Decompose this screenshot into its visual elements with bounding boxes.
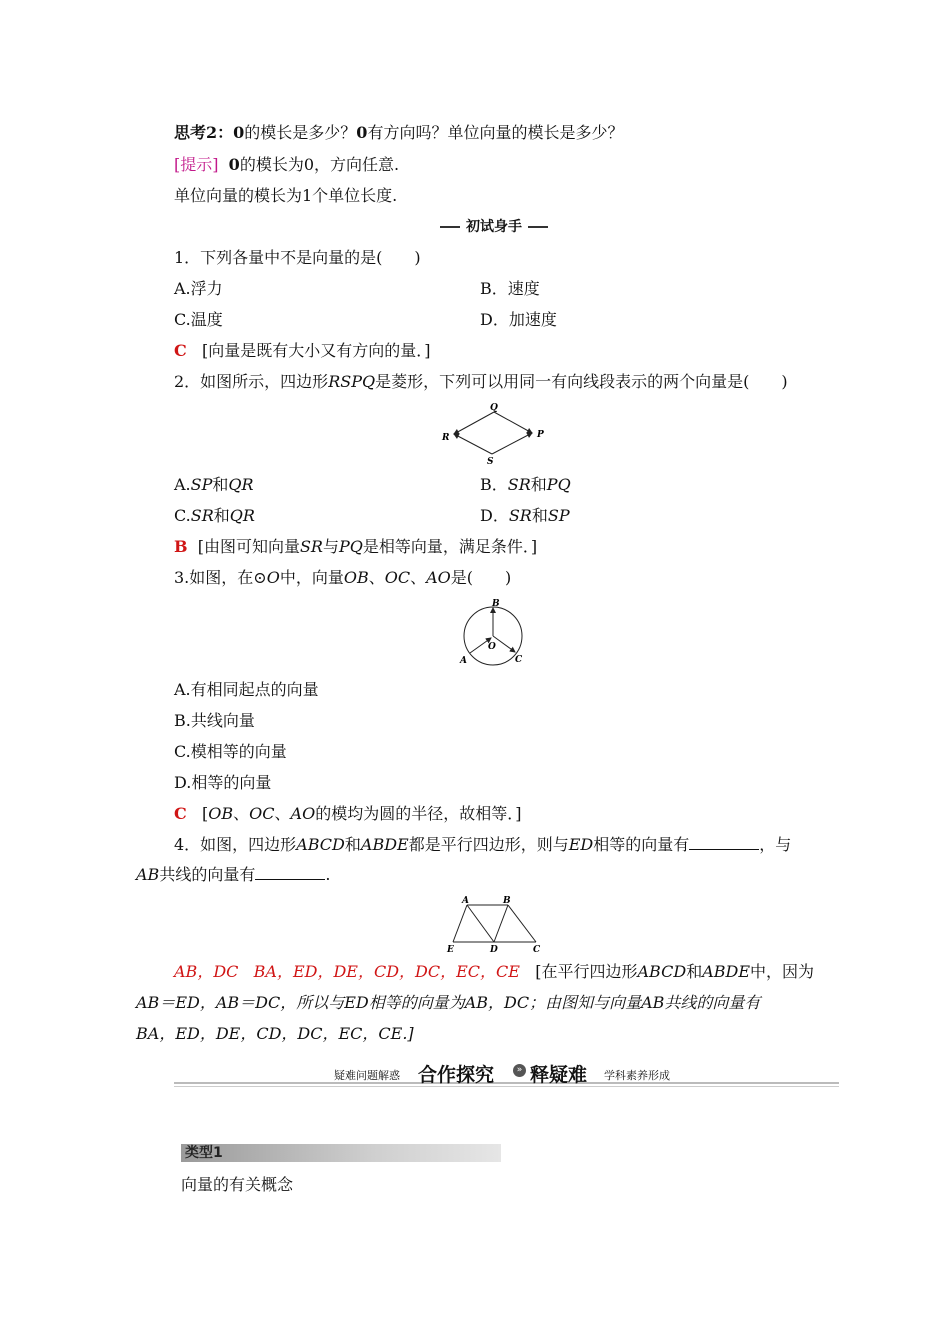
q4-stem-mid: 都是平行四边形，则与 [408,835,569,854]
q3-exp-pre: [ [202,804,209,823]
zero-vector-symbol: 0 [233,123,245,142]
seg-bc [508,905,536,942]
q4-answer-a: AB，DC [174,962,239,981]
q3-exp-sep1: 、 [233,804,250,823]
q4-line2-v: AB [136,865,160,884]
q4-stem-line2 [136,864,330,886]
q2-a-and: 和 [212,475,229,494]
q2-stem-var: RSPQ [328,372,376,391]
q2-c-and: 和 [213,506,230,525]
q3-stem-o: O [266,568,280,587]
hint-tag: [提示] [174,155,219,174]
q3-answer-letter: C [174,804,187,823]
seg-ad [467,905,494,942]
label-c4: C [533,945,541,954]
q2-c-v1: SR [190,506,214,525]
q1-option-d: D．加速度 [480,310,557,329]
q1-explanation: [向量是既有大小又有方向的量．] [202,341,431,360]
think-label: 思考2： [174,123,234,142]
label-b: B [492,599,500,609]
q2-b-v2: PQ [546,475,571,494]
q2-d-v1: SR [508,506,532,525]
type-tag-text: 类型1 [185,1145,223,1161]
q4-line2-end: . [325,865,331,884]
q4-blank-1[interactable] [689,835,759,850]
q3-exp-v1: OB [208,804,234,823]
q4-stem [174,834,791,856]
label-d4: D [490,945,498,954]
section-banner-small [440,218,548,236]
q2-exp-post: 是相等向量，满足条件．] [362,537,538,556]
q3-v2: OC [384,568,411,587]
banner-rule-2 [174,1086,839,1087]
q1-option-a: A.浮力 [174,279,223,298]
q3-option-d: D.相等的向量 [174,773,272,792]
q4-stem-mid2: 相等的向量有 [593,835,690,854]
vector-oc [493,636,515,652]
label-e4: E [447,945,454,954]
q1-stem: 1．下列各量中不是向量的是( ) [174,248,421,267]
think-question [174,122,623,144]
label-o: O [488,642,496,652]
banner-text: 初试身手 [460,219,528,235]
q3-exp-post: 的模均为圆的半径，故相等．] [315,804,522,823]
q3-v1: OB [343,568,369,587]
q2-option-d [480,505,570,527]
q2-exp-v1: SR [299,537,323,556]
q4-answer-b: BA，ED，DE，CD，DC，EC，CE [253,962,520,981]
q2-d-v2: SP [547,506,570,525]
banner-rule [174,1082,839,1084]
q3-option-a: A.有相同起点的向量 [174,680,319,699]
q2-d-and: 和 [531,506,548,525]
q2-answer [174,536,537,558]
q3-sep2: 、 [410,568,427,587]
q4-answer [174,961,814,983]
q4-stem-pre: 4．如图，四边形 [174,835,297,854]
parallelogram-figure [442,894,547,954]
q2-d-prefix: D． [480,506,509,525]
q3-option-c: C.模相等的向量 [174,742,287,761]
q4-p2: ABDE [360,835,409,854]
q3-stem-pre: 3.如图，在⊙ [174,568,267,587]
q3-exp-sep2: 、 [274,804,291,823]
q4-exp1-pre: [在平行四边形 [535,962,638,981]
q3-answer [174,803,521,825]
q2-b-and: 和 [530,475,547,494]
q2-option-a [174,474,254,496]
q4-exp1-and: 和 [686,962,703,981]
rhombus-side-qp [494,412,532,433]
q2-c-v2: QR [229,506,255,525]
q2-stem [174,371,788,393]
q4-p1: ABCD [296,835,345,854]
seg-ae [453,905,467,942]
zero-vector-symbol-2: 0 [356,123,368,142]
label-p: P [537,430,544,440]
q3-stem-mid: 中，向量 [279,568,344,587]
rhombus-side-sp [492,433,532,454]
q3-exp-v3: AO [290,804,316,823]
q4-exp-line2: AB＝ED，AB＝DC，所以与ED相等的向量为AB，DC；由图知与向量AB共线的向量有 [136,993,761,1012]
q4-blank-2[interactable] [255,865,325,880]
q2-exp-mid: 与 [322,537,339,556]
q4-stem-post1: ，与 [759,835,792,854]
label-a: A [460,656,467,666]
q3-exp-v2: OC [249,804,275,823]
q2-stem-post: 是菱形，下列可以用同一有向线段表示的两个向量是( ) [375,372,788,391]
q1-option-c: C.温度 [174,310,223,329]
label-s: S [487,457,494,467]
hint-line-2: 单位向量的模长为1个单位长度. [174,186,398,205]
section-title-2: 释疑难 [530,1064,588,1086]
q3-v3: AO [426,568,451,587]
q2-a-v2: QR [228,475,254,494]
q4-exp1-p1: ABCD [637,962,687,981]
circle-figure [457,597,532,669]
q1-answer-letter: C [174,341,187,360]
q2-option-c [174,505,255,527]
q2-a-prefix: A. [174,475,191,494]
q3-stem [174,567,511,589]
q4-line2-post: 共线的向量有 [159,865,256,884]
rhombus-side-sr [454,434,492,454]
section-left-text: 疑难问题解惑 [334,1069,400,1082]
q3-stem-post: 是( ) [450,568,512,587]
rhombus-side-qr [454,412,494,434]
q2-exp-v2: PQ [338,537,363,556]
hint-zero: 0 [228,155,240,174]
q1-option-b: B．速度 [480,279,540,298]
rhombus-figure [436,400,551,468]
q2-exp-pre: [由图可知向量 [197,537,300,556]
q1-answer [174,340,431,362]
hint-text: 的模长为0，方向任意. [239,155,400,174]
q2-b-prefix: B． [480,475,508,494]
seg-bd [494,905,508,942]
type-title: 向量的有关概念 [181,1175,294,1194]
label-c: C [515,655,523,665]
q2-c-prefix: C. [174,506,191,525]
q3-option-b: B.共线向量 [174,711,255,730]
q3-sep1: 、 [368,568,385,587]
q2-stem-pre: 2．如图所示，四边形 [174,372,329,391]
label-a4: A [462,896,469,906]
q4-exp1-p2: ABDE [702,962,751,981]
section-banner [174,1060,839,1088]
q2-option-b [480,474,571,496]
hint-line [174,154,399,176]
double-arrow-icon: » [513,1064,526,1077]
type-tag [181,1144,501,1162]
q2-b-v1: SR [507,475,531,494]
q4-exp-line3: BA，ED，DE，CD，DC，EC，CE.] [136,1024,414,1043]
think-text-2: 有方向吗？单位向量的模长是多少？ [367,123,624,142]
q4-and: 和 [344,835,361,854]
label-q: Q [490,403,498,413]
q4-exp1-post: 中，因为 [750,962,815,981]
think-text-1: 的模长是多少？ [244,123,357,142]
section-title: 合作探究 [418,1064,495,1086]
q2-answer-letter: B [174,537,188,556]
label-r: R [442,433,450,443]
q4-v1: ED [568,835,594,854]
label-b4: B [503,896,511,906]
section-right-text: 学科素养形成 [604,1069,670,1082]
q2-a-v1: SP [190,475,213,494]
